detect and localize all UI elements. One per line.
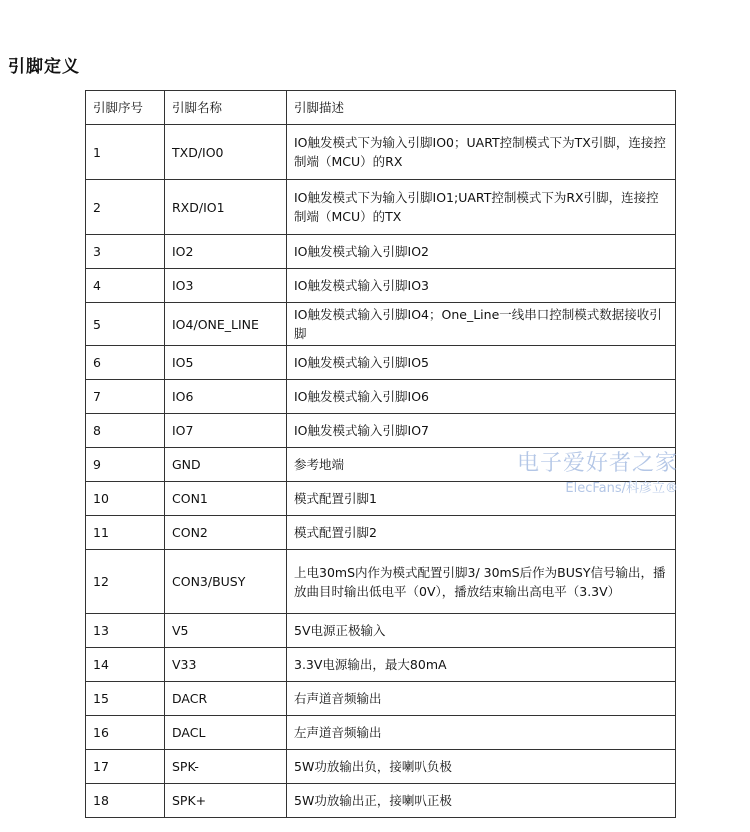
pin-description-cell: IO触发模式下为输入引脚IO0；UART控制模式下为TX引脚，连接控制端（MCU）的RX bbox=[287, 125, 676, 180]
pin-description-cell: 5W功放输出负，接喇叭负极 bbox=[287, 750, 676, 784]
pin-description-cell: 模式配置引脚1 bbox=[287, 482, 676, 516]
pin-number-cell: 9 bbox=[86, 448, 165, 482]
pin-name-cell: V33 bbox=[165, 648, 287, 682]
pin-number-cell: 1 bbox=[86, 125, 165, 180]
header-pin-number: 引脚序号 bbox=[86, 91, 165, 125]
pin-name-cell: SPK- bbox=[165, 750, 287, 784]
pin-name-cell: GND bbox=[165, 448, 287, 482]
pin-description-cell: IO触发模式输入引脚IO6 bbox=[287, 380, 676, 414]
header-pin-name: 引脚名称 bbox=[165, 91, 287, 125]
pin-name-cell: CON2 bbox=[165, 516, 287, 550]
pin-number-cell: 13 bbox=[86, 614, 165, 648]
pin-name-cell: CON1 bbox=[165, 482, 287, 516]
pin-name-cell: IO6 bbox=[165, 380, 287, 414]
pin-number-cell: 3 bbox=[86, 235, 165, 269]
pin-name-cell: TXD/IO0 bbox=[165, 125, 287, 180]
table-row bbox=[86, 125, 676, 180]
table-row bbox=[86, 550, 676, 614]
pin-name-cell: V5 bbox=[165, 614, 287, 648]
table-row bbox=[86, 448, 676, 482]
pin-description-cell: IO触发模式下为输入引脚IO1;UART控制模式下为RX引脚，连接控制端（MCU）的TX bbox=[287, 180, 676, 235]
pin-number-cell: 16 bbox=[86, 716, 165, 750]
pin-name-cell: IO4/ONE_LINE bbox=[165, 303, 287, 346]
pin-description-cell: 5V电源正极输入 bbox=[287, 614, 676, 648]
table-row bbox=[86, 269, 676, 303]
pin-description-cell: 上电30mS内作为模式配置引脚3/ 30mS后作为BUSY信号输出，播放曲目时输出低电平（0V），播放结束输出高电平（3.3V） bbox=[287, 550, 676, 614]
pin-number-cell: 12 bbox=[86, 550, 165, 614]
pin-description-cell: 参考地端 bbox=[287, 448, 676, 482]
pin-number-cell: 11 bbox=[86, 516, 165, 550]
pin-number-cell: 7 bbox=[86, 380, 165, 414]
page-heading: 引脚定义 bbox=[8, 57, 80, 77]
pin-description-cell: 5W功放输出正，接喇叭正极 bbox=[287, 784, 676, 818]
pin-number-cell: 4 bbox=[86, 269, 165, 303]
table-row bbox=[86, 516, 676, 550]
table-row bbox=[86, 235, 676, 269]
watermark-chinese: 电子爱好者之家 bbox=[517, 451, 679, 476]
pin-name-cell: IO2 bbox=[165, 235, 287, 269]
pin-name-cell: IO3 bbox=[165, 269, 287, 303]
table-row bbox=[86, 716, 676, 750]
table-row bbox=[86, 380, 676, 414]
pin-description-cell: IO触发模式输入引脚IO3 bbox=[287, 269, 676, 303]
table-header-row bbox=[86, 91, 676, 125]
pin-number-cell: 2 bbox=[86, 180, 165, 235]
table-row bbox=[86, 180, 676, 235]
pin-description-cell: IO触发模式输入引脚IO2 bbox=[287, 235, 676, 269]
pin-name-cell: DACR bbox=[165, 682, 287, 716]
table-row bbox=[86, 682, 676, 716]
pin-number-cell: 10 bbox=[86, 482, 165, 516]
pin-name-cell: IO5 bbox=[165, 346, 287, 380]
pin-name-cell: CON3/BUSY bbox=[165, 550, 287, 614]
pin-name-cell: IO7 bbox=[165, 414, 287, 448]
pin-number-cell: 18 bbox=[86, 784, 165, 818]
table-row bbox=[86, 303, 676, 346]
pin-description-cell: 模式配置引脚2 bbox=[287, 516, 676, 550]
table-row bbox=[86, 414, 676, 448]
pin-number-cell: 6 bbox=[86, 346, 165, 380]
pin-description-cell: 3.3V电源输出，最大80mA bbox=[287, 648, 676, 682]
pin-number-cell: 5 bbox=[86, 303, 165, 346]
table-row bbox=[86, 346, 676, 380]
pin-number-cell: 15 bbox=[86, 682, 165, 716]
pin-description-cell: IO触发模式输入引脚IO4；One_Line一线串口控制模式数据接收引脚 bbox=[287, 303, 676, 346]
table-row bbox=[86, 648, 676, 682]
watermark-english: ElecFans/科彦立® bbox=[565, 481, 679, 496]
pin-number-cell: 14 bbox=[86, 648, 165, 682]
table-row bbox=[86, 614, 676, 648]
pin-description-cell: IO触发模式输入引脚IO7 bbox=[287, 414, 676, 448]
table-row bbox=[86, 482, 676, 516]
pin-description-cell: 右声道音频输出 bbox=[287, 682, 676, 716]
pin-definition-table bbox=[85, 90, 679, 818]
pin-name-cell: RXD/IO1 bbox=[165, 180, 287, 235]
pin-name-cell: SPK+ bbox=[165, 784, 287, 818]
pin-description-cell: 左声道音频输出 bbox=[287, 716, 676, 750]
table-row bbox=[86, 784, 676, 818]
table-row bbox=[86, 750, 676, 784]
pin-number-cell: 8 bbox=[86, 414, 165, 448]
header-pin-description: 引脚描述 bbox=[287, 91, 676, 125]
pin-name-cell: DACL bbox=[165, 716, 287, 750]
pin-description-cell: IO触发模式输入引脚IO5 bbox=[287, 346, 676, 380]
pin-number-cell: 17 bbox=[86, 750, 165, 784]
